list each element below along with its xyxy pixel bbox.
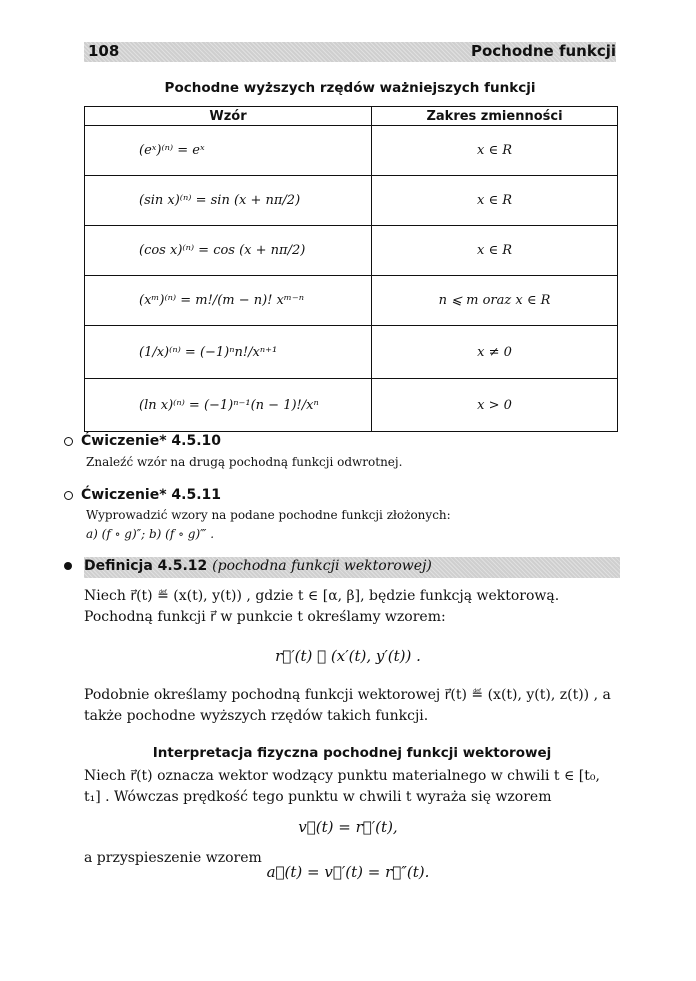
formula-cell: (ln x)⁽ⁿ⁾ = (−1)ⁿ⁻¹(n − 1)!/xⁿ	[85, 379, 372, 432]
physics-paragraph: a przyspieszenie wzorem	[84, 850, 262, 866]
domain-cell: x ∈ R	[372, 226, 618, 276]
col-formula-header: Wzór	[85, 107, 372, 126]
exercise-items: a) (f ∘ g)″; b) (f ∘ g)‴ .	[86, 527, 215, 541]
table-row	[85, 226, 618, 276]
table-caption: Pochodne wyższych rzędów ważniejszych funkcji	[164, 80, 536, 96]
definition-paragraph: Niech r⃗(t) ≝ (x(t), y(t)) , gdzie t ∈ [α, β], będzie funkcją wektorową. Pochodną funkcji r⃗ w punkcie t określamy wzorem:	[84, 588, 560, 625]
circle-bullet-icon	[64, 437, 73, 446]
table-row	[85, 126, 618, 176]
exercise-text: Wyprowadzić wzory na podane pochodne funkcji złożonych:	[86, 508, 451, 522]
formula-cell: (1/x)⁽ⁿ⁾ = (−1)ⁿn!/xⁿ⁺¹	[85, 326, 372, 379]
velocity-equation: v⃗(t) = r⃗′(t),	[298, 818, 398, 836]
derivatives-table	[84, 106, 618, 432]
domain-cell: x ∈ R	[372, 176, 618, 226]
formula-cell: (sin x)⁽ⁿ⁾ = sin (x + nπ/2)	[85, 176, 372, 226]
circle-bullet-icon	[64, 491, 73, 500]
page-number: 108	[88, 42, 120, 60]
col-domain-header: Zakres zmienności	[372, 107, 618, 126]
domain-cell: x ≠ 0	[372, 326, 618, 379]
exercise-title: Ćwiczenie* 4.5.11	[64, 487, 221, 503]
domain-cell: x > 0	[372, 379, 618, 432]
table-row	[85, 326, 618, 379]
exercise-text: Znaleźć wzór na drugą pochodną funkcji odwrotnej.	[86, 455, 403, 469]
table-row	[85, 276, 618, 326]
definition-title: Definicja 4.5.12 (pochodna funkcji wektorowej)	[64, 558, 432, 574]
domain-cell: x ∈ R	[372, 126, 618, 176]
acceleration-equation: a⃗(t) = v⃗′(t) = r⃗″(t).	[266, 863, 430, 881]
section-heading: Interpretacja fizyczna pochodnej funkcji wektorowej	[152, 745, 552, 761]
table-row	[85, 176, 618, 226]
bullet-icon	[64, 562, 72, 570]
exercise-title: Ćwiczenie* 4.5.10	[64, 433, 221, 449]
running-title: Pochodne funkcji	[470, 42, 616, 60]
domain-cell: n ⩽ m oraz x ∈ R	[372, 276, 618, 326]
formula-cell: (xᵐ)⁽ⁿ⁾ = m!/(m − n)! xᵐ⁻ⁿ	[85, 276, 372, 326]
definition-paragraph: Podobnie określamy pochodną funkcji wektorowej r⃗(t) ≝ (x(t), y(t), z(t)) , a także pochodne wyższych rzędów takich funkcji.	[84, 687, 611, 724]
definition-equation: r⃗′(t) ≝ (x′(t), y′(t)) .	[275, 647, 421, 665]
physics-paragraph: Niech r⃗(t) oznacza wektor wodzący punktu materialnego w chwili t ∈ [t₀, t₁] . Wówczas prędkość tego punktu w chwili t wyraża się wzorem	[84, 768, 600, 805]
formula-cell: (cos x)⁽ⁿ⁾ = cos (x + nπ/2)	[85, 226, 372, 276]
table-row	[85, 379, 618, 432]
formula-cell: (eˣ)⁽ⁿ⁾ = eˣ	[85, 126, 372, 176]
